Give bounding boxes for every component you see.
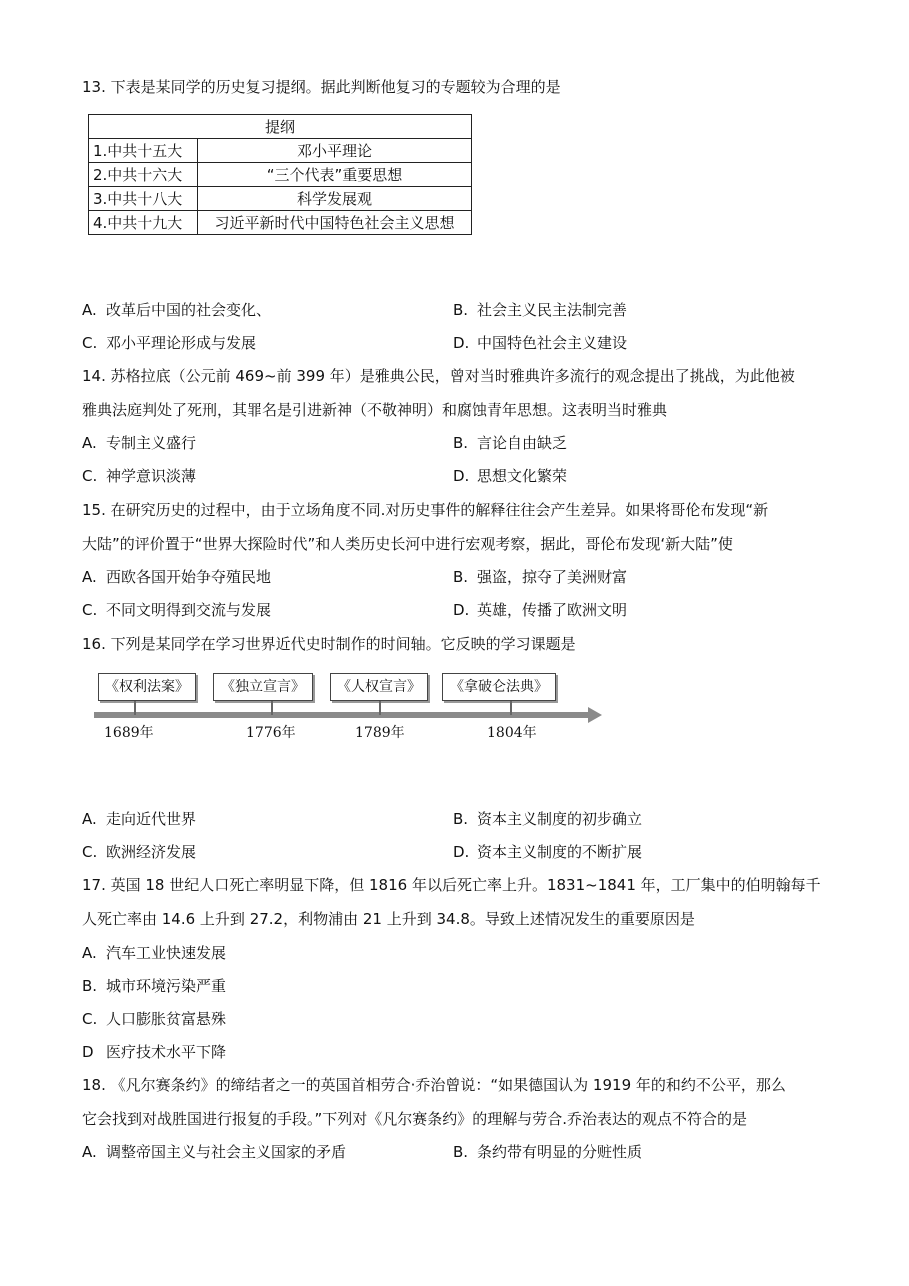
timeline-tick <box>379 701 381 715</box>
table-row <box>89 163 472 187</box>
table-cell: 1.中共十五大 <box>89 139 198 163</box>
q18-option-b[interactable]: B. 条约带有明显的分赃性质 <box>453 1143 643 1161</box>
q13-stem: 13. 下表是某同学的历史复习提纲。据此判断他复习的专题较为合理的是 <box>82 78 561 96</box>
timeline-doc: 《拿破仑法典》 <box>442 673 556 701</box>
table-cell: 2.中共十六大 <box>89 163 198 187</box>
timeline-tick <box>510 701 512 715</box>
table-cell: 邓小平理论 <box>198 139 472 163</box>
q14-stem-line2: 雅典法庭判处了死刑，其罪名是引进新神（不敬神明）和腐蚀青年思想。这表明当时雅典 <box>82 401 668 419</box>
q15-stem-line2: 大陆”的评价置于“世界大探险时代”和人类历史长河中进行宏观考察，据此，哥伦布发现‘新大陆”使 <box>82 535 733 553</box>
table-row <box>89 139 472 163</box>
timeline-arrow-icon <box>588 707 602 723</box>
q16-option-a[interactable]: A. 走向近代世界 <box>82 810 197 828</box>
q14-option-a[interactable]: A. 专制主义盛行 <box>82 434 197 452</box>
table-cell: “三个代表”重要思想 <box>198 163 472 187</box>
q13-option-a[interactable]: A. 改革后中国的社会变化、 <box>82 301 272 319</box>
q17-option-c[interactable]: C. 人口膨胀贫富悬殊 <box>82 1010 227 1028</box>
table-cell: 4.中共十九大 <box>89 211 198 235</box>
q18-option-a[interactable]: A. 调整帝国主义与社会主义国家的矛盾 <box>82 1143 347 1161</box>
timeline-axis <box>94 712 590 718</box>
q16-option-d[interactable]: D. 资本主义制度的不断扩展 <box>453 843 643 861</box>
timeline-tick <box>134 701 136 715</box>
timeline-doc: 《人权宣言》 <box>330 673 428 701</box>
q17-stem-line1: 17. 英国 18 世纪人口死亡率明显下降，但 1816 年以后死亡率上升。1831~1841 年，工厂集中的伯明翰每千 <box>82 876 821 894</box>
q15-option-a[interactable]: A. 西欧各国开始争夺殖民地 <box>82 568 272 586</box>
timeline-year: 1804年 <box>487 725 537 741</box>
q14-option-b[interactable]: B. 言论自由缺乏 <box>453 434 568 452</box>
q14-option-c[interactable]: C. 神学意识淡薄 <box>82 467 197 485</box>
q16-option-c[interactable]: C. 欧洲经济发展 <box>82 843 197 861</box>
q14-stem-line1: 14. 苏格拉底（公元前 469~前 399 年）是雅典公民，曾对当时雅典许多流行的观念提出了挑战，为此他被 <box>82 367 795 385</box>
timeline-tick <box>271 701 273 715</box>
q13-outline-table <box>88 114 472 235</box>
timeline-year: 1776年 <box>246 725 296 741</box>
q17-option-b[interactable]: B. 城市环境污染严重 <box>82 977 227 995</box>
q16-option-b[interactable]: B. 资本主义制度的初步确立 <box>453 810 643 828</box>
q15-option-b[interactable]: B. 强盗，掠夺了美洲财富 <box>453 568 628 586</box>
table-row <box>89 187 472 211</box>
q18-stem-line2: 它会找到对战胜国进行报复的手段。”下列对《凡尔赛条约》的理解与劳合.乔治表达的观点不符合的是 <box>82 1110 748 1128</box>
table-header: 提纲 <box>89 115 472 139</box>
table-cell: 3.中共十八大 <box>89 187 198 211</box>
q15-option-d[interactable]: D. 英雄，传播了欧洲文明 <box>453 601 628 619</box>
q14-option-d[interactable]: D. 思想文化繁荣 <box>453 467 568 485</box>
timeline-doc: 《独立宣言》 <box>213 673 313 701</box>
q17-stem-line2: 人死亡率由 14.6 上升到 27.2，利物浦由 21 上升到 34.8。导致上述情况发生的重要原因是 <box>82 910 695 928</box>
q13-option-d[interactable]: D. 中国特色社会主义建设 <box>453 334 628 352</box>
q15-option-c[interactable]: C. 不同文明得到交流与发展 <box>82 601 272 619</box>
timeline-year: 1789年 <box>355 725 405 741</box>
q16-stem: 16. 下列是某同学在学习世界近代史时制作的时间轴。它反映的学习课题是 <box>82 635 576 653</box>
table-cell: 习近平新时代中国特色社会主义思想 <box>198 211 472 235</box>
q17-option-d[interactable]: D 医疗技术水平下降 <box>82 1043 227 1061</box>
q17-option-a[interactable]: A. 汽车工业快速发展 <box>82 944 227 962</box>
q15-stem-line1: 15. 在研究历史的过程中，由于立场角度不同.对历史事件的解释往往会产生差异。如果将哥伦布发现“新 <box>82 501 769 519</box>
q13-option-b[interactable]: B. 社会主义民主法制完善 <box>453 301 628 319</box>
timeline-doc: 《权利法案》 <box>98 673 196 701</box>
q13-option-c[interactable]: C. 邓小平理论形成与发展 <box>82 334 257 352</box>
timeline-year: 1689年 <box>104 725 154 741</box>
table-row <box>89 211 472 235</box>
table-cell: 科学发展观 <box>198 187 472 211</box>
q18-stem-line1: 18. 《凡尔赛条约》的缔结者之一的英国首相劳合·乔治曾说：“如果德国认为 1919 年的和约不公平，那么 <box>82 1076 786 1094</box>
